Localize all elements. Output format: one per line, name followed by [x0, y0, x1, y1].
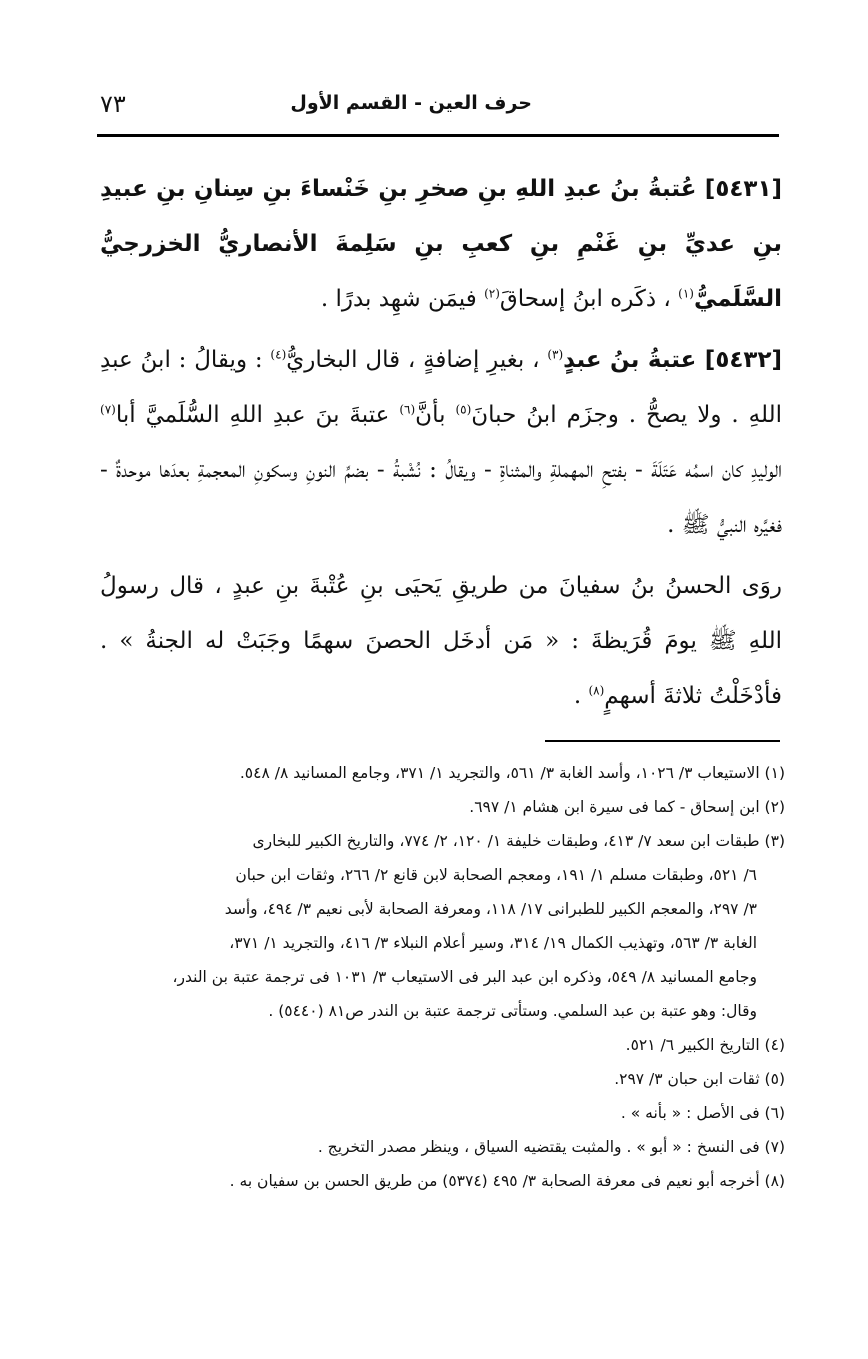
- entry-5432-hadith: [100, 559, 782, 724]
- entry-text: .: [573, 683, 582, 709]
- page-number: ٧٣: [100, 90, 126, 118]
- footnote-3-continued: وقال: وهو عتبة بن عبد السلمي. وستأتى ترجمة عتبة بن الندر ص٨١ (٥٤٤٠) .: [268, 1002, 757, 1020]
- footnote-marker: (٨): [588, 683, 605, 698]
- entry-heading: [٥٤٣١] عُتبةُ بنُ عبدِ اللهِ بنِ صخرِ بنِ خَنْساءَ بنِ سِنانِ بنِ عبيدِ بنِ عديِّ بنِ غَنْمِ بنِ كعبِ بنِ سَلِمةَ الأنصاريُّ الخزرجيُّ السَّلَميُّ: [100, 176, 782, 312]
- entry-text: : ويقالُ : ابنُ عبدِ اللهِ . ولا يصحُّ . وجزَم ابنُ حبانَ: [100, 347, 783, 428]
- footnote-3: (٣) طبقات ابن سعد ٧/ ٤١٣، وطبقات خليفة ١/ ١٢٠، ٢/ ٧٧٤، والتاريخ الكبير للبخارى: [252, 832, 785, 850]
- footnote-marker: (٥): [455, 402, 472, 417]
- entry-heading: [٥٤٣٢] عتبةُ بنُ عبدٍ: [563, 347, 782, 373]
- entry-text: روَى الحسنُ بنُ سفيانَ من طريقِ يَحيَى بنِ عُتْبةَ بنِ عبدٍ ، قال رسولُ اللهِ ﷺ يومَ قُرَيظةَ : « مَن أدخَل الحصنَ سهمًا وجَبَتْ له الجنةُ » . فأدْخَلْتُ ثلاثةَ أسهمٍ: [100, 573, 782, 709]
- footnote-8: (٨) أخرجه أبو نعيم فى معرفة الصحابة ٣/ ٤٩٥ (٥٣٧٤) من طريق الحسن بن سفيان به .: [229, 1172, 785, 1190]
- footnote-rule: [545, 740, 780, 742]
- footnote-marker: (٧): [100, 402, 116, 417]
- footnotes: [100, 756, 785, 1198]
- header-rule: [97, 134, 779, 137]
- page-header: [100, 92, 780, 124]
- footnote-marker: (٣): [547, 347, 564, 362]
- footnote-marker: (٤): [270, 347, 287, 362]
- entry-5432: [100, 333, 782, 553]
- footnote-marker: (٦): [399, 402, 416, 417]
- main-text: [100, 162, 782, 730]
- footnote-3-continued: ٦/ ٥٢١، وطبقات مسلم ١/ ١٩١، ومعجم الصحابة لابن قانع ٢/ ٢٦٦، وثقات ابن حبان: [235, 866, 757, 884]
- footnote-2: (٢) ابن إسحاق - كما فى سيرة ابن هشام ١/ ٦٩٧.: [469, 798, 785, 816]
- footnote-7: (٧) فى النسخ : « أبو » . والمثبت يقتضيه السياق ، وينظر مصدر التخريج .: [317, 1138, 785, 1156]
- entry-text: ، بغيرِ إضافةٍ ، قال البخاريُّ: [286, 347, 540, 373]
- footnote-3-continued: الغابة ٣/ ٥٦٣، وتهذيب الكمال ١٩/ ٣١٤، وسير أعلام النبلاء ٣/ ٤١٦، والتجريد ١/ ٣٧١،: [229, 934, 757, 952]
- footnote-5: (٥) ثقات ابن حبان ٣/ ٢٩٧.: [614, 1070, 785, 1088]
- entry-text: بأنَّ: [415, 402, 446, 428]
- entry-text: ، ذكَره ابنُ إسحاقَ: [499, 286, 671, 312]
- entry-text: الوليدِ كان اسمُه عَتَلَةَ - بفتحِ المهملةِ والمثناةِ - ويقالُ : نُشْبةُ - بضمِّ النونِ وسكونِ المعجمةِ بعدَها موحدةٌ - فغيَّره النبيُّ ﷺ .: [100, 457, 782, 538]
- entry-text: فيمَن شهِد بدرًا .: [320, 286, 477, 312]
- footnote-4: (٤) التاريخ الكبير ٦/ ٥٢١.: [625, 1036, 785, 1054]
- entry-5431: [100, 162, 782, 327]
- entry-text: عتبةَ بنَ عبدِ اللهِ السُّلَميَّ أبا: [115, 402, 390, 428]
- footnote-marker: (١): [678, 286, 694, 301]
- running-title: حرف العين - القسم الأول: [290, 92, 532, 114]
- footnote-1: (١) الاستيعاب ٣/ ١٠٢٦، وأسد الغابة ٣/ ٥٦١، والتجريد ١/ ٣٧١، وجامع المسانيد ٨/ ٥٤٨.: [239, 764, 785, 782]
- footnote-marker: (٢): [484, 286, 500, 301]
- footnote-3-continued: ٣/ ٢٩٧، والمعجم الكبير للطبرانى ١٧/ ١١٨، ومعرفة الصحابة لأبى نعيم ٣/ ٤٩٤، وأسد: [224, 900, 757, 918]
- footnote-3-continued: وجامع المسانيد ٨/ ٥٤٩، وذكره ابن عبد البر فى الاستيعاب ٣/ ١٠٣١ فى ترجمة عتبة بن الندر،: [172, 968, 757, 986]
- footnote-6: (٦) فى الأصل : « بأنه » .: [620, 1104, 785, 1122]
